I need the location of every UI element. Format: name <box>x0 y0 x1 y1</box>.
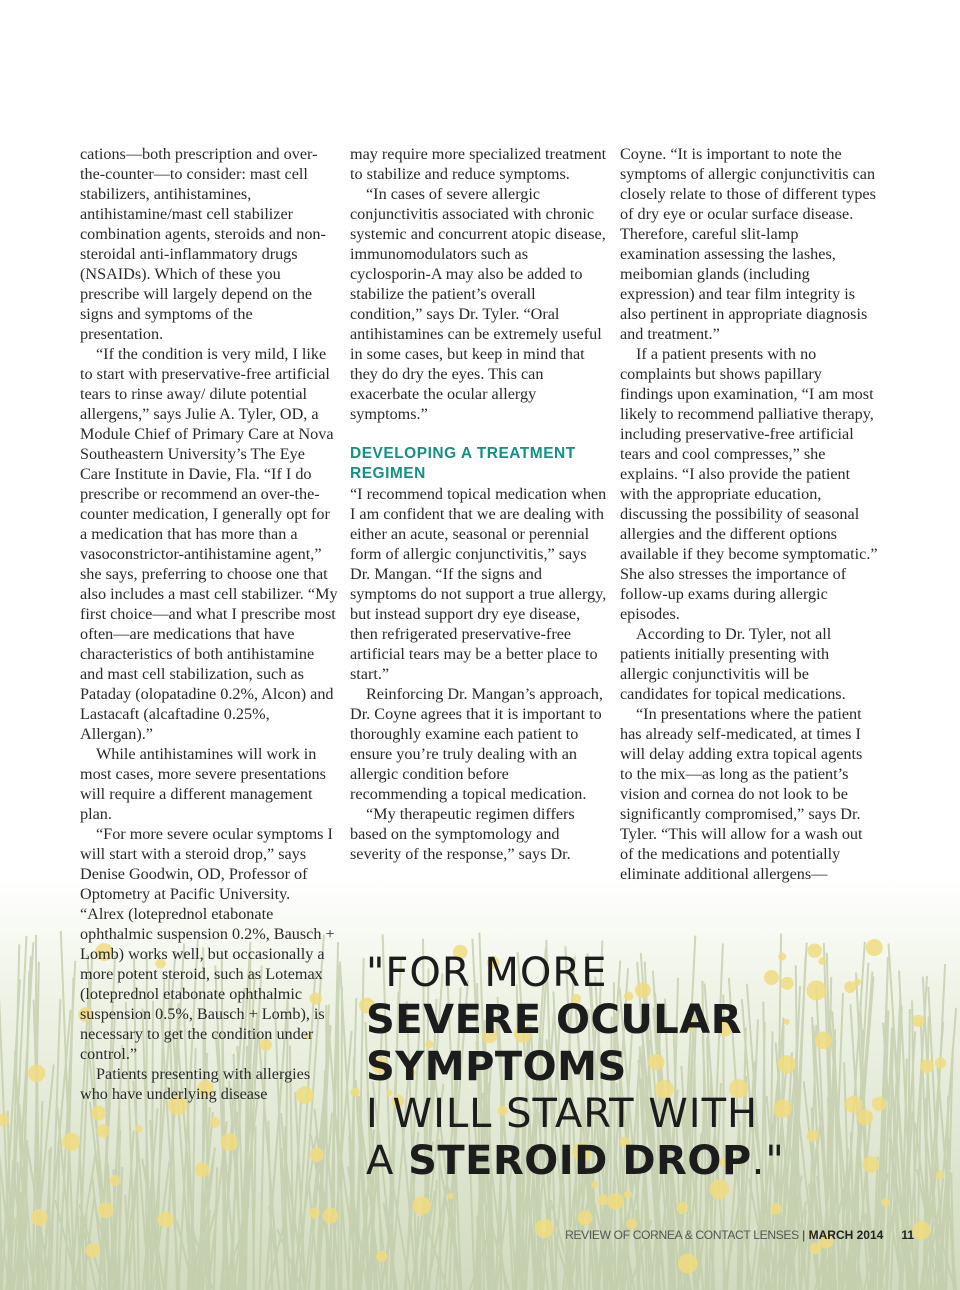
paragraph: “If the condition is very mild, I like to start with preservative-free artificial tears to rinse away/ dilute potential allergens,” says Julie A. Tyler, OD, a Module Chief of Primary Care at Nova Southeastern University’s The Eye Care Institute in Davie, Fla. “If I do prescribe or recommend an over-the-counter medication, I generally opt for a medication that has more than a vasoconstrictor-antihistamine agent,” she says, preferring to choose one that also includes a mast cell stabilizer. “My first choice—and what I prescribe most often—are medications that have characteristics of both antihistamine and mast cell stabilization, such as Pataday (olopatadine 0.2%, Alcon) and Lastacaft (alcaftadine 0.25%, Allergan).” <box>80 345 338 743</box>
paragraph: If a patient presents with no complaints but shows papillary findings upon examination, “I am most likely to recommend palliative therapy, including preservative-free artificial tears and cool compresses,” she explains. “I also provide the patient with the appropriate education, discussing the possibility of seasonal allergies and the different options available if they become symptomatic.” She also stresses the importance of follow-up exams during allergic episodes. <box>620 345 878 623</box>
pull-quote-line: SEVERE OCULAR <box>366 997 743 1043</box>
page-number: 11 <box>901 1228 914 1242</box>
footer-separator: | <box>798 1228 809 1242</box>
paragraph: While antihistamines will work in most cases, more severe presentations will require a different management plan. <box>80 745 326 823</box>
pull-quote-line: SYMPTOMS <box>366 1044 627 1090</box>
pull-quote-line <box>366 1138 926 1185</box>
paragraph: “I recommend topical medication when I am confident that we are dealing with either an acute, seasonal or perennial form of allergic conjunctivitis,” says Dr. Mangan. “If the signs and symptoms do not support a true allergy, but instead support dry eye disease, then refrigerated preservative-free artificial tears may be a better place to start.” <box>350 485 607 683</box>
pull-quote-fragment: STEROID DROP <box>408 1138 752 1184</box>
pull-quote-fragment: ." <box>751 1138 785 1184</box>
issue-date: MARCH 2014 <box>808 1228 884 1242</box>
page-footer <box>565 1228 914 1242</box>
pull-quote-fragment: A <box>366 1138 409 1184</box>
pull-quote <box>366 950 926 1185</box>
section-subhead: DEVELOPING A TREATMENT REGIMEN <box>350 445 576 482</box>
paragraph: may require more specialized treatment to stabilize and reduce symptoms. <box>350 145 607 183</box>
paragraph: cations—both prescription and over-the-counter—to consider: mast cell stabilizers, antihistamines, antihistamine/mast cell stabilizer combination agents, steroids and non-steroidal anti-inflammatory drugs (NSAIDs). Which of these you prescribe will largely depend on the signs and symptoms of the presentation. <box>80 145 326 343</box>
paragraph: Patients presenting with allergies who have underlying disease <box>80 1065 311 1103</box>
publication-name: REVIEW OF CORNEA & CONTACT LENSES <box>565 1228 799 1242</box>
paragraph: Coyne. “It is important to note the symptoms of allergic conjunctivitis can closely relate to those of different types of dry eye or ocular surface disease. Therefore, careful slit-lamp examination assessing the lashes, meibomian glands (including expression) and tear film integrity is also pertinent in appropriate diagnosis and treatment.” <box>620 145 876 343</box>
paragraph: “For more severe ocular symptoms I will start with a steroid drop,” says Denise Goodwin, OD, Professor of Optometry at Pacific University. “Alrex (loteprednol etabonate ophthalmic suspension 0.2%, Bausch + Lomb) works well, but occasionally a more potent steroid, such as Lotemax (loteprednol etabonate ophthalmic suspension 0.5%, Bausch + Lomb), is necessary to get the condition under control.” <box>80 825 335 1063</box>
pull-quote-line: "FOR MORE <box>366 950 608 996</box>
article-column-2 <box>350 144 608 864</box>
pull-quote-line: I WILL START WITH <box>366 1091 759 1137</box>
paragraph: Reinforcing Dr. Mangan’s approach, Dr. Coyne agrees that it is important to thoroughly examine each patient to ensure you’re truly dealing with an allergic condition before recommending a topical medication. <box>350 685 603 803</box>
paragraph: “My therapeutic regimen differs based on the symptomology and severity of the response,” says Dr. <box>350 805 575 863</box>
paragraph: “In presentations where the patient has already self-medicated, at times I will delay adding extra topical agents to the mix—as long as the patient’s vision and cornea do not look to be significantly compromised,” says Dr. Tyler. “This will allow for a wash out of the medications and potentially eliminate additional allergens— <box>620 705 863 883</box>
paragraph: “In cases of severe allergic conjunctivitis associated with chronic systemic and concurrent atopic disease, immunomodulators such as cyclosporin-A may also be added to stabilize the patient’s overall condition,” says Dr. Tyler. “Oral antihistamines can be extremely useful in some cases, but keep in mind that they do dry the eyes. This can exacerbate the ocular allergy symptoms.” <box>350 185 606 423</box>
article-column-1 <box>80 144 338 1104</box>
article-column-3 <box>620 144 878 884</box>
paragraph: According to Dr. Tyler, not all patients initially presenting with allergic conjunctivitis will be candidates for topical medications. <box>620 625 846 703</box>
